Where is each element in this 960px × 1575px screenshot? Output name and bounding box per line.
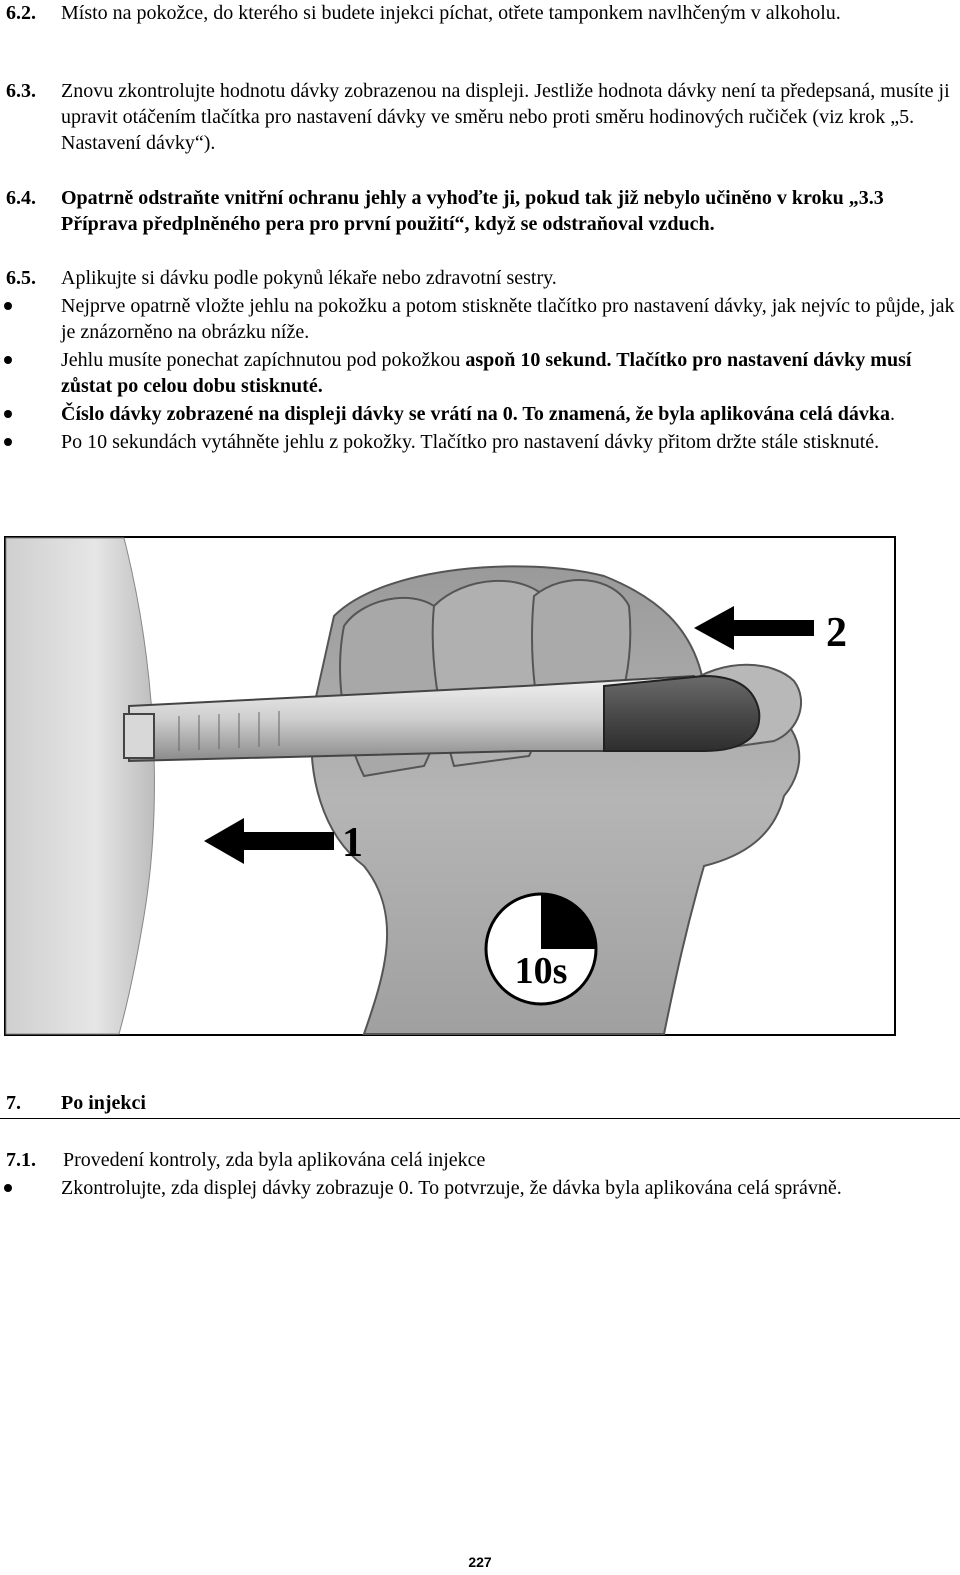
section-number: 7. [6,1092,21,1114]
step-6-2 [0,0,960,26]
needle-hub [124,714,154,758]
bullet-dot [4,302,12,310]
step-text: Místo na pokožce, do kterého si budete injekci píchat, otřete tamponkem navlhčeným v alkoholu. [61,2,841,24]
arrow-2-label: 2 [826,610,847,656]
section-title: Po injekci [61,1092,146,1114]
injection-illustration [4,536,896,1036]
step-text: Aplikujte si dávku podle pokynů lékaře nebo zdravotní sestry. [61,267,557,289]
step-number: 6.2. [6,2,36,24]
bullet-punct: . [606,349,617,371]
page-number: 227 [468,1554,492,1570]
bullet-dot [4,356,12,364]
bullet-emphasis: Číslo dávky zobrazené na displeji dávky se vrátí na 0. To znamená, že byla aplikována celá dávka [61,403,890,425]
step-number: 6.5. [6,267,36,289]
bullet-text: Nejprve opatrně vložte jehlu na pokožku a potom stiskněte tlačítko pro nastavení dávky, jak nejvíc to půjde, jak je znázorněno na obrázku níže. [61,295,955,343]
list-item [0,1175,960,1201]
list-item [0,401,960,427]
bullet-text: Jehlu musíte ponechat zapíchnutou pod pokožkou [61,349,466,371]
step-7-1 [0,1147,960,1201]
step-6-4 [0,185,960,237]
step-number: 7.1. [6,1149,36,1171]
list-item [0,293,960,345]
step-6-5 [0,265,960,455]
step-text: Znovu zkontrolujte hodnotu dávky zobrazenou na displeji. Jestliže hodnota dávky není ta předepsaná, musíte ji upravit otáčením tlačítka pro nastavení dávky ve směru nebo proti směru hodinových ručiček (viz krok „5. Nastavení dávky“). [61,80,950,154]
bullet-text: Zkontrolujte, zda displej dávky zobrazuje 0. To potvrzuje, že dávka byla aplikována celá správně. [61,1177,842,1199]
bullet-punct: . [889,403,895,425]
section-7-heading [6,1090,146,1116]
list-item [0,347,960,399]
dose-button [604,676,759,751]
list-item [0,429,960,455]
step-title: Provedení kontroly, zda byla aplikována celá injekce [63,1149,486,1171]
arrow-1-label: 1 [342,820,363,866]
bullet-emphasis: Tlačítko pro nastavení dávky musí zůstat po celou dobu stisknuté. [61,349,912,397]
bullet-dot [4,1184,12,1192]
step-6-3 [0,78,960,156]
injection-drawing [4,536,896,1036]
bullet-dot [4,410,12,418]
step-number: 6.4. [6,187,36,209]
bullet-emphasis: aspoň 10 sekund [465,349,607,371]
bullet-dot [4,438,12,446]
timer-label: 10s [514,950,568,992]
timer-10s [486,894,596,1004]
arm-skin [6,538,154,1034]
section-divider [0,1118,960,1119]
step-number: 6.3. [6,80,36,102]
step-text: Opatrně odstraňte vnitřní ochranu jehly a vyhoďte ji, pokud tak již nebylo učiněno v kroku „3.3 Příprava předplněného pera pro první použití“, když se odstraňoval vzduch. [61,187,884,235]
bullet-text: Po 10 sekundách vytáhněte jehlu z pokožky. Tlačítko pro nastavení dávky přitom držte stále stisknuté. [61,431,880,453]
